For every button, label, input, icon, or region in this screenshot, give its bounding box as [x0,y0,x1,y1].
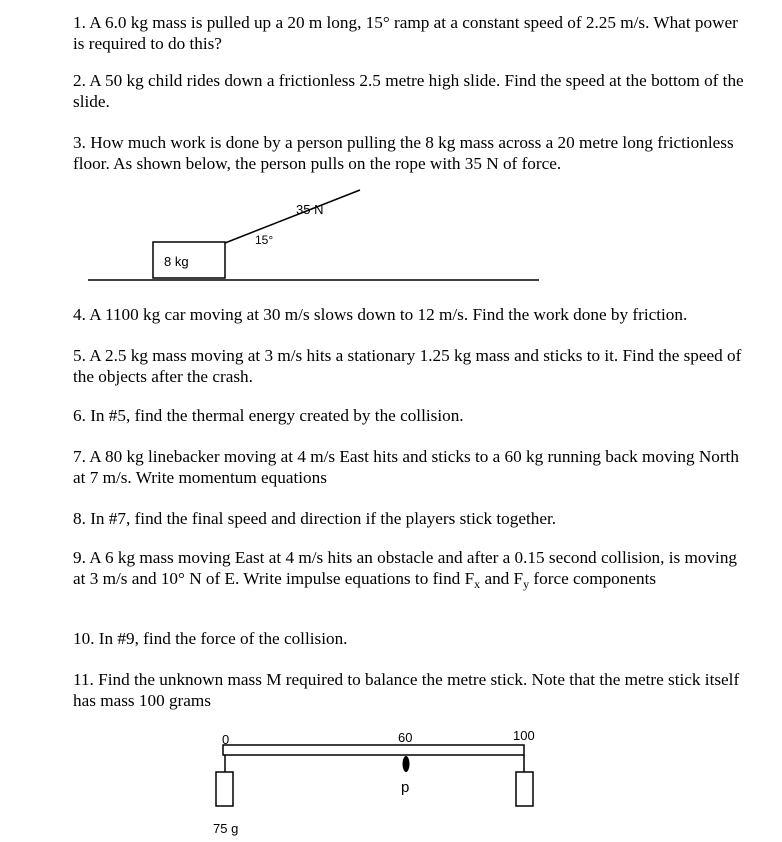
angle-label: 15° [255,233,274,247]
label-sixty: 60 [398,730,413,745]
question-4: 4. A 1100 kg car moving at 30 m/s slows down to 12 m/s. Find the work done by friction. [73,305,688,324]
question-7: 7. A 80 kg linebacker moving at 4 m/s East hits and sticks to a 60 kg running back moving North at 7 m/s. Write momentum equations [73,447,739,487]
question-9 [73,547,753,595]
left-hanging-mass [216,772,233,806]
q9-subscript-y: y [523,577,530,591]
q9-text-a: 9. A 6 kg mass moving East at 4 m/s hits an obstacle and after a 0.15 second collision, is moving at 3 m/s and 10° N of E. Write impulse equations to find F [73,548,738,588]
mass-label: 8 kg [164,254,189,269]
question-3: 3. How much work is done by a person pulling the 8 kg mass across a 20 metre long frictionless floor. As shown below, the person pulls on the rope with 35 N of force. [73,133,734,173]
rope-line [225,190,360,243]
right-hanging-mass [516,772,533,806]
rope-diagram [88,190,539,280]
metre-stick [223,745,524,755]
question-10: 10. In #9, find the force of the collision. [73,629,348,648]
question-2: 2. A 50 kg child rides down a frictionless 2.5 metre high slide. Find the speed at the bottom of the slide. [73,71,744,111]
label-hundred: 100 [513,728,535,743]
q9-subscript-x: x [474,577,481,591]
question-6: 6. In #5, find the thermal energy created by the collision. [73,406,464,425]
label-zero: 0 [222,732,230,747]
q9-text-and: and F [480,569,524,588]
question-5: 5. A 2.5 kg mass moving at 3 m/s hits a stationary 1.25 kg mass and sticks to it. Find the speed of the objects after the crash. [73,346,742,386]
mass-label-75g: 75 g [213,821,239,836]
question-8: 8. In #7, find the final speed and direction if the players stick together. [73,509,557,528]
pivot-label: p [401,779,410,796]
force-label: 35 N [296,202,324,217]
pivot-point [403,756,410,772]
question-11: 11. Find the unknown mass M required to balance the metre stick. Note that the metre stick itself has mass 100 grams [73,670,740,710]
question-1: 1. A 6.0 kg mass is pulled up a 20 m long, 15° ramp at a constant speed of 2.25 m/s. What power is required to do this? [73,13,738,53]
q9-text-b: force components [529,569,657,588]
metre-stick-diagram [213,728,535,836]
